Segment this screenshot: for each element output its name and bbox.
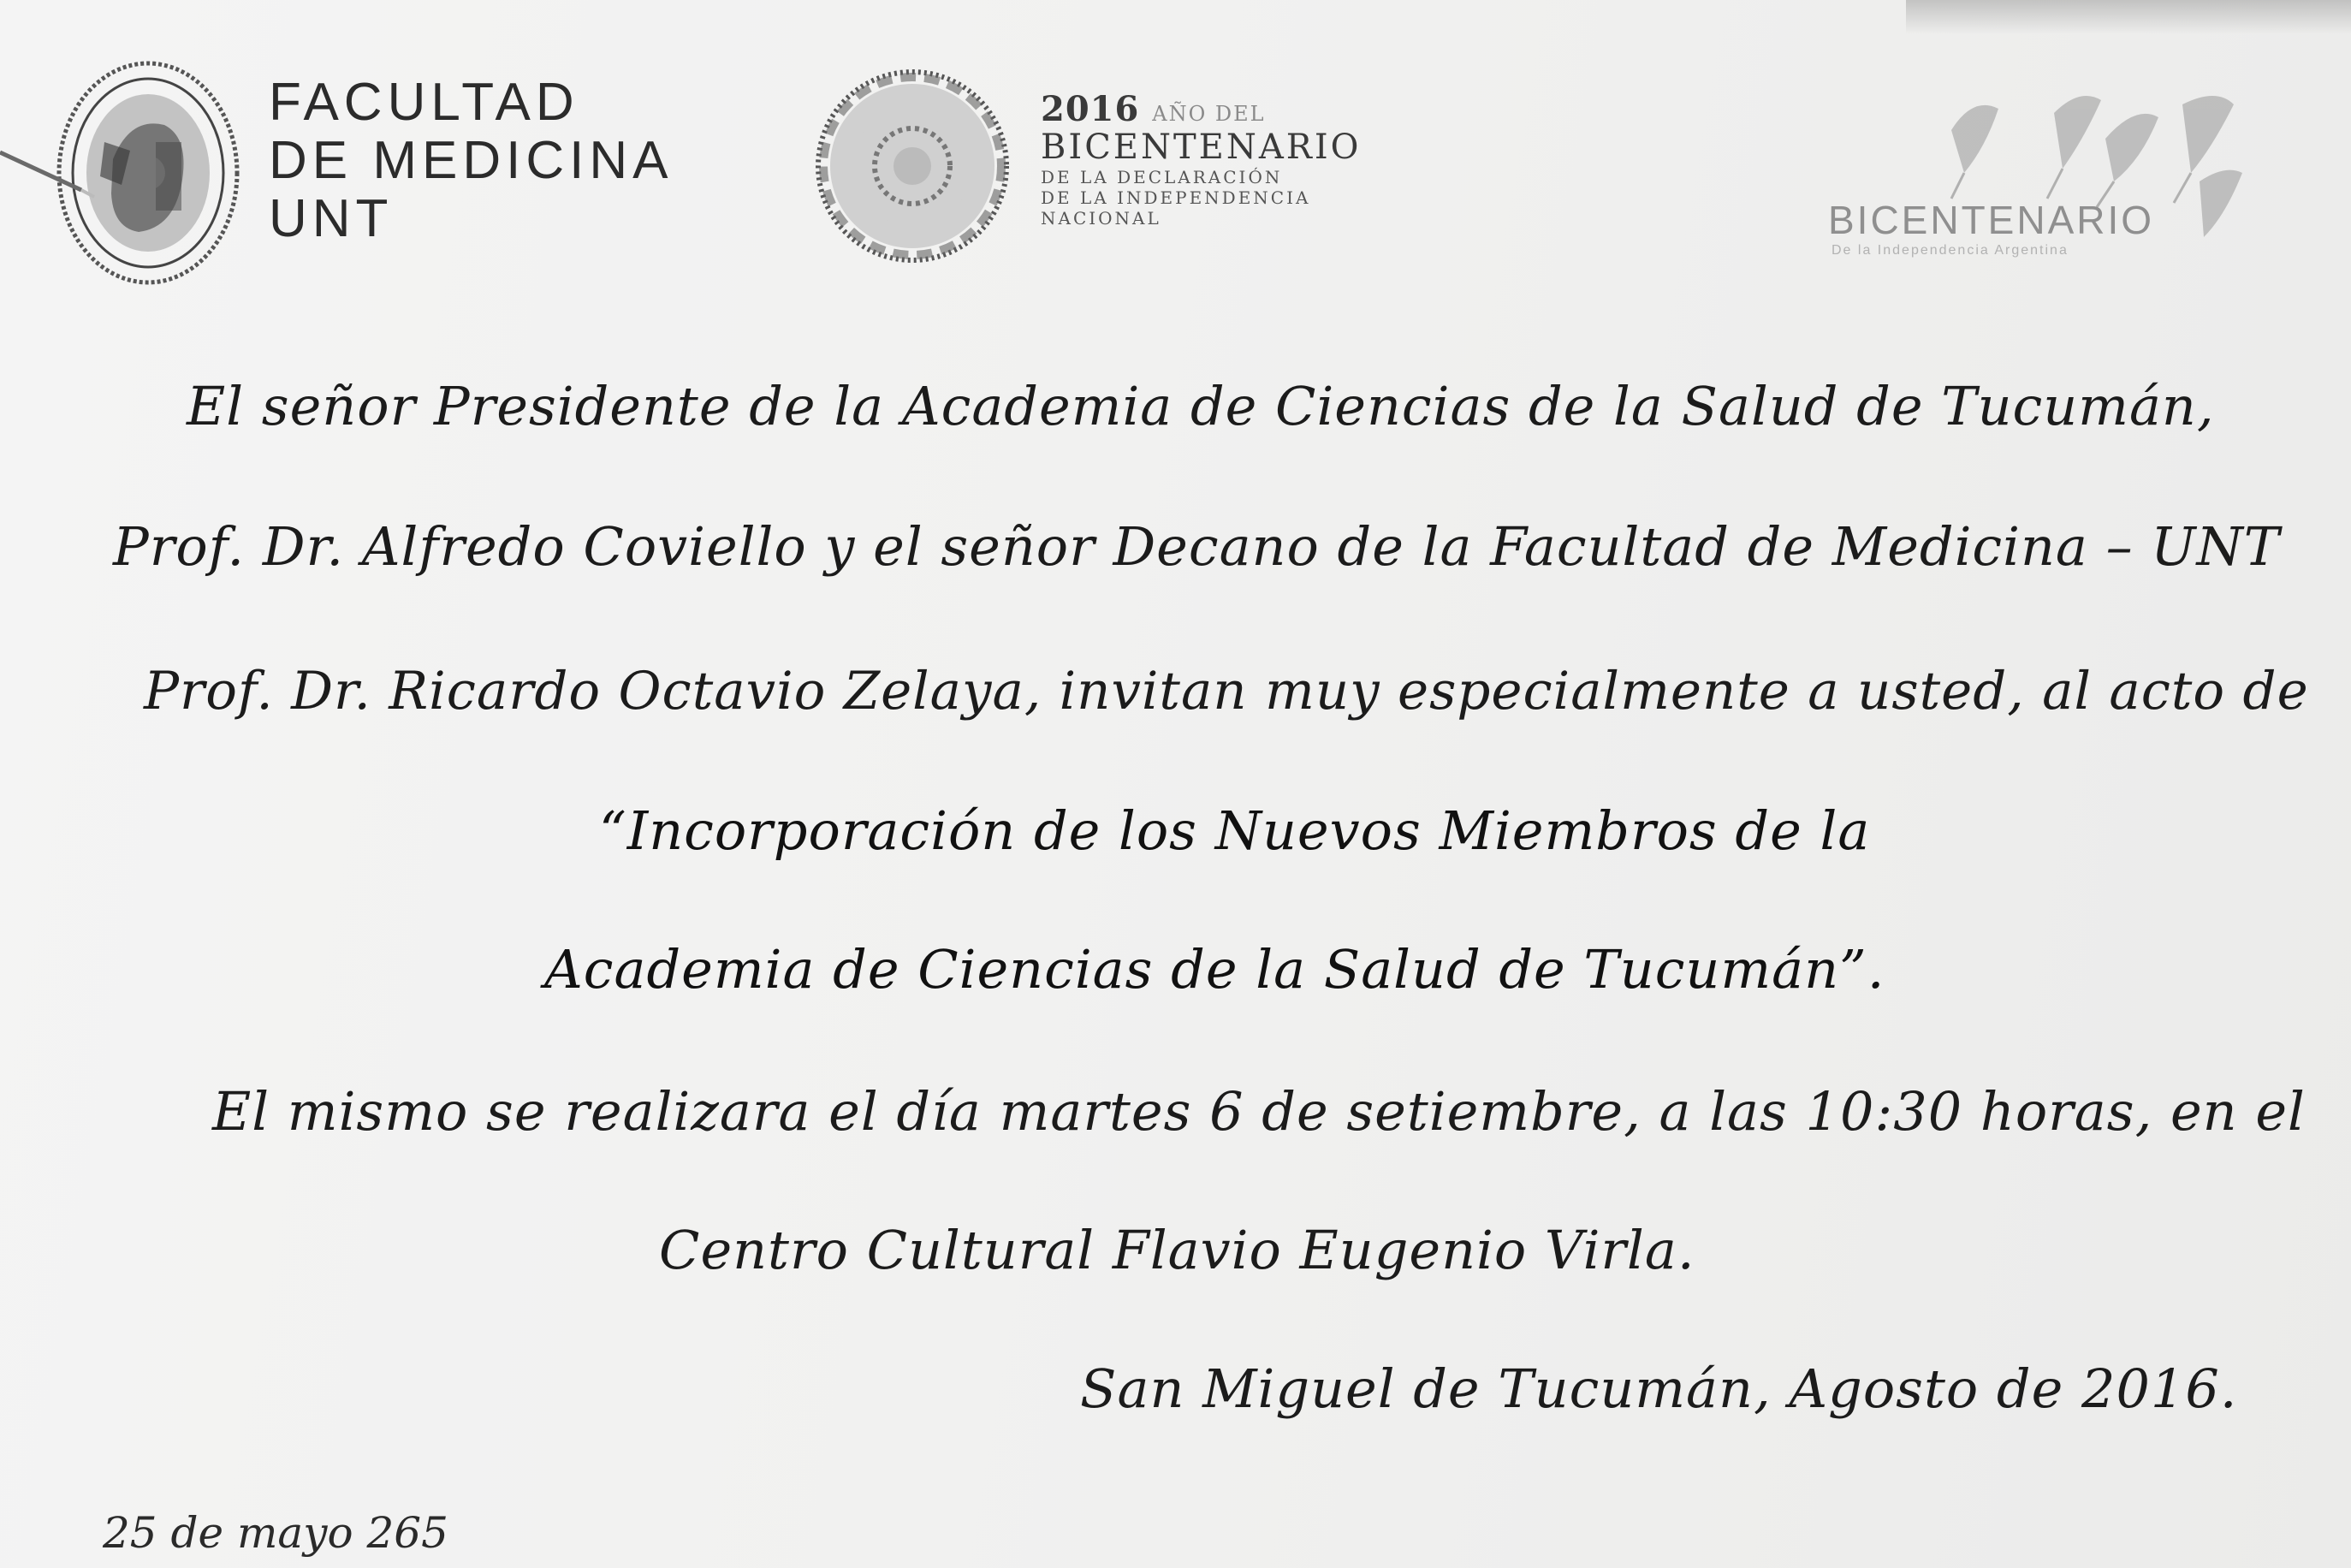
bicentenario-sun-emblem-icon: [813, 67, 1012, 265]
faculty-line3: UNT: [269, 189, 394, 248]
invitation-card: FACULTAD DE MEDICINA UNT 2016 AÑO DEL BICENTENARIO DE LA DECLARACIÓN DE LA INDEPENDENCIA NACIONAL BICENTENARIO De la Independencia Argentina El señor Presidente de la Academia de Ciencias de la Salud de Tucumán, Prof. Dr. Alfredo Coviello y el señor Decano de la Facultad de Medicina – UNT Prof. Dr. Ricardo Octavio Zelaya, invitan muy especialmente a usted, al acto de “Incorporación de los Nuevos Miembros de la Academia de Ciencias de la Salud de Tucumán”. El mismo se realizara el día martes 6 de setiembre, a las 10:30 horas, en el Centro Cultural Flavio Eugenio Virla. San Miguel de Tucumán, Agosto de 2016. 25 de mayo 265: [0, 0, 2351, 1568]
bicentenario-2016-text: [1041, 89, 1361, 229]
footer-address: 25 de mayo 265: [103, 1508, 448, 1558]
faculty-line2: DE MEDICINA: [269, 131, 674, 190]
bicentenario-logo-title: BICENTENARIO: [1828, 198, 2155, 242]
faculty-line1: FACULTAD: [269, 73, 579, 132]
bicentenario-logo-subtitle: De la Independencia Argentina: [1832, 243, 2069, 258]
bicentenario-sub3: NACIONAL: [1041, 208, 1161, 229]
edge-shadow: [1906, 0, 2351, 34]
bicentenario-sub2: DE LA INDEPENDENCIA: [1041, 187, 1311, 208]
faculty-name: [269, 74, 673, 248]
staple-icon: [0, 146, 103, 205]
bicentenario-year: 2016 AÑO DEL: [1041, 89, 1266, 129]
bicentenario-title: BICENTENARIO: [1041, 128, 1362, 167]
bicentenario-sub1: DE LA DECLARACIÓN: [1041, 167, 1283, 187]
